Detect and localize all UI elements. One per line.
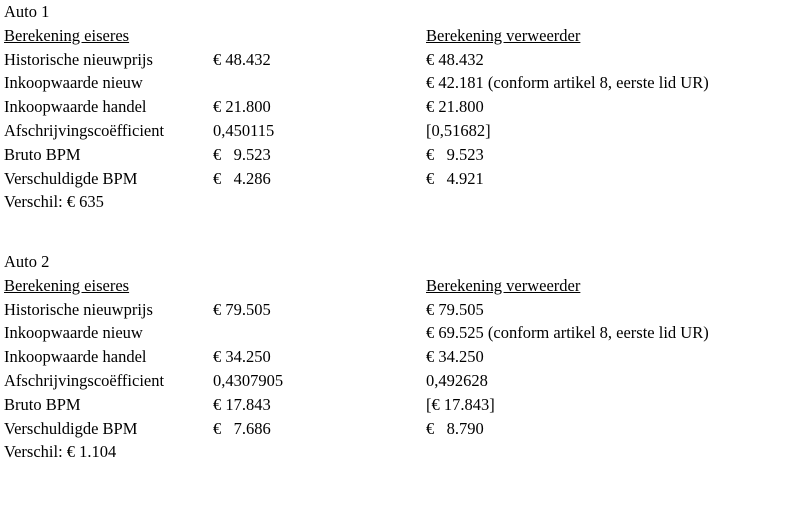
- car-1-header-row: [0, 24, 581, 48]
- verschil: Verschil: € 635: [4, 192, 104, 212]
- verweerder-value: € 34.250: [426, 347, 484, 367]
- eiseres-value: € 48.432: [213, 49, 271, 69]
- row-label: Inkoopwaarde nieuw: [4, 323, 143, 343]
- eiseres-value: 0,450115: [213, 121, 275, 140]
- verweerder-value: € 8.790: [426, 418, 484, 438]
- eiseres-value: € 21.800: [213, 97, 271, 117]
- header-eiseres: Berekening eiseres: [4, 25, 130, 45]
- car-1-title-line: [0, 0, 50, 24]
- car-2-row-bruto-bpm: [0, 393, 495, 417]
- verweerder-value: € 69.525 (conform artikel 8, eerste lid UR): [426, 323, 709, 343]
- row-label: Inkoopwaarde handel: [4, 347, 147, 367]
- car-1-row-afschrijvingscoefficient: [0, 119, 491, 143]
- verweerder-value: € 4.921: [426, 168, 484, 188]
- row-label: Bruto BPM: [4, 144, 81, 164]
- row-label: Inkoopwaarde nieuw: [4, 73, 143, 93]
- eiseres-value: € 9.523: [213, 144, 271, 164]
- verweerder-value: [0,51682]: [426, 121, 491, 140]
- eiseres-value: € 4.286: [213, 168, 271, 188]
- row-label: Historische nieuwprijs: [4, 299, 153, 319]
- eiseres-value: € 34.250: [213, 347, 271, 367]
- verschil: Verschil: € 1.104: [4, 442, 117, 462]
- row-label: Afschrijvingscoëfficient: [4, 121, 165, 140]
- car-1-verschil-line: [0, 190, 104, 214]
- car-2-title-line: [0, 250, 50, 274]
- header-verweerder: Berekening verweerder: [426, 25, 581, 45]
- header-eiseres: Berekening eiseres: [4, 275, 130, 295]
- car-1-row-inkoopwaarde-handel: [0, 95, 484, 119]
- verweerder-value: € 21.800: [426, 97, 484, 117]
- eiseres-value: € 79.505: [213, 299, 271, 319]
- car-title: Auto 2: [4, 252, 50, 271]
- verweerder-value: 0,492628: [426, 371, 488, 390]
- verweerder-value: € 42.181 (conform artikel 8, eerste lid UR): [426, 73, 709, 93]
- row-label: Verschuldigde BPM: [4, 418, 138, 438]
- row-label: Afschrijvingscoëfficient: [4, 371, 165, 390]
- eiseres-value: 0,4307905: [213, 371, 284, 390]
- car-2-row-inkoopwaarde-handel: [0, 345, 484, 369]
- eiseres-value: € 7.686: [213, 418, 271, 438]
- row-label: Verschuldigde BPM: [4, 168, 138, 188]
- verweerder-value: [€ 17.843]: [426, 394, 495, 414]
- verweerder-value: € 48.432: [426, 49, 484, 69]
- car-2-verschil-line: [0, 440, 117, 464]
- header-verweerder: Berekening verweerder: [426, 275, 581, 295]
- car-2-row-inkoopwaarde-nieuw: [0, 321, 709, 345]
- row-label: Historische nieuwprijs: [4, 49, 153, 69]
- row-label: Inkoopwaarde handel: [4, 97, 147, 117]
- car-2-row-verschuldigde-bpm: [0, 417, 484, 441]
- eiseres-value: € 17.843: [213, 394, 271, 414]
- car-1-row-inkoopwaarde-nieuw: [0, 71, 709, 95]
- row-label: Bruto BPM: [4, 394, 81, 414]
- car-1-row-verschuldigde-bpm: [0, 167, 484, 191]
- verweerder-value: € 79.505: [426, 299, 484, 319]
- verweerder-value: € 9.523: [426, 144, 484, 164]
- car-2-row-historische-nieuwprijs: [0, 298, 484, 322]
- car-2-row-afschrijvingscoefficient: [0, 369, 488, 393]
- car-1-row-bruto-bpm: [0, 143, 484, 167]
- car-title: Auto 1: [4, 2, 50, 21]
- car-2-header-row: [0, 274, 581, 298]
- car-1-row-historische-nieuwprijs: [0, 48, 484, 72]
